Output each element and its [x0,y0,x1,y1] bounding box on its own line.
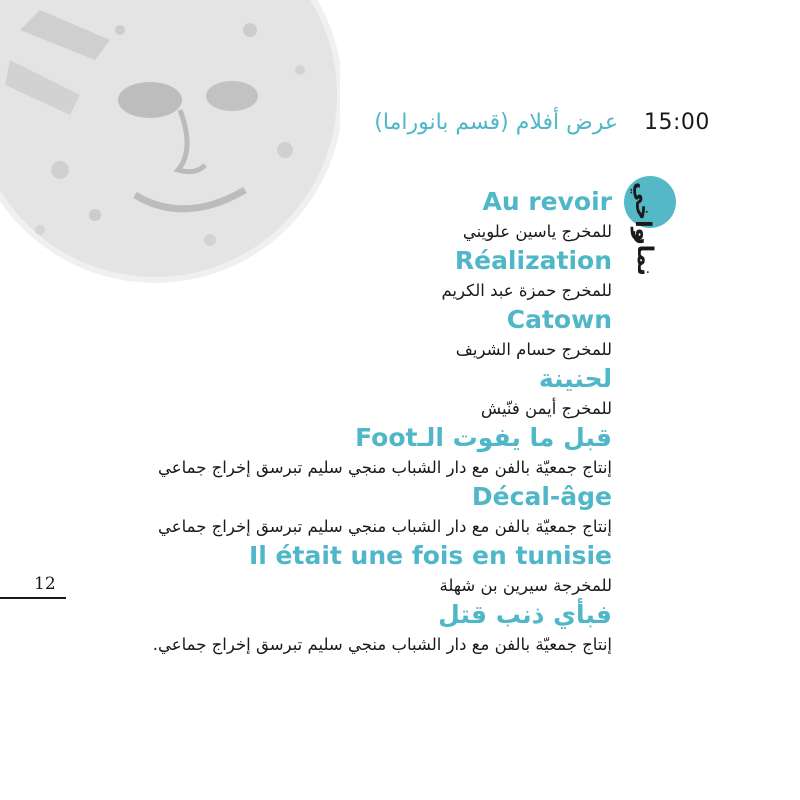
film-title: Décal-âge [471,482,612,511]
film-credit: إنتاج جمعيّة بالفن مع دار الشباب منجي سليم تبرسق إخراج جماعي [158,458,612,477]
session-time: 15:00 [644,110,710,135]
film-title: Réalization [454,246,612,275]
page-number-rule [0,597,66,599]
film-item [120,540,612,599]
film-credit: للمخرج أيمن فنّيش [480,399,612,418]
film-credit: إنتاج جمعيّة بالفن مع دار الشباب منجي سليم تبرسق إخراج جماعي. [152,635,612,654]
film-title: Catown [506,305,612,334]
film-title: Il était une fois en tunisie [248,541,612,570]
film-item [120,304,612,363]
film-item [120,186,612,245]
session-title: عرض أفلام (قسم بانوراما) [374,110,618,135]
film-credit: للمخرجة سيرين بن شهلة [439,576,612,595]
film-item [120,422,612,481]
film-title: Au revoir [482,187,612,216]
page-number: 12 [34,574,56,594]
film-item [120,599,612,658]
film-credit: للمخرج حسام الشريف [455,340,612,359]
film-item [120,481,612,540]
badge-word-2: نمار [632,232,657,276]
film-title: قبل ما يفوت الـFoot [355,423,612,452]
film-credit: للمخرج حمزة عبد الكريم [441,281,612,300]
film-item [120,363,612,422]
badge-word-1: واخي [630,182,655,242]
film-title: لحنينة [538,364,612,393]
film-credit: إنتاج جمعيّة بالفن مع دار الشباب منجي سليم تبرسق إخراج جماعي [158,517,612,536]
program-badge [616,176,680,286]
film-credit: للمخرج ياسين علويني [462,222,612,241]
film-title: فبأي ذنب قتل [438,600,612,629]
film-item [120,245,612,304]
film-list [120,186,612,658]
